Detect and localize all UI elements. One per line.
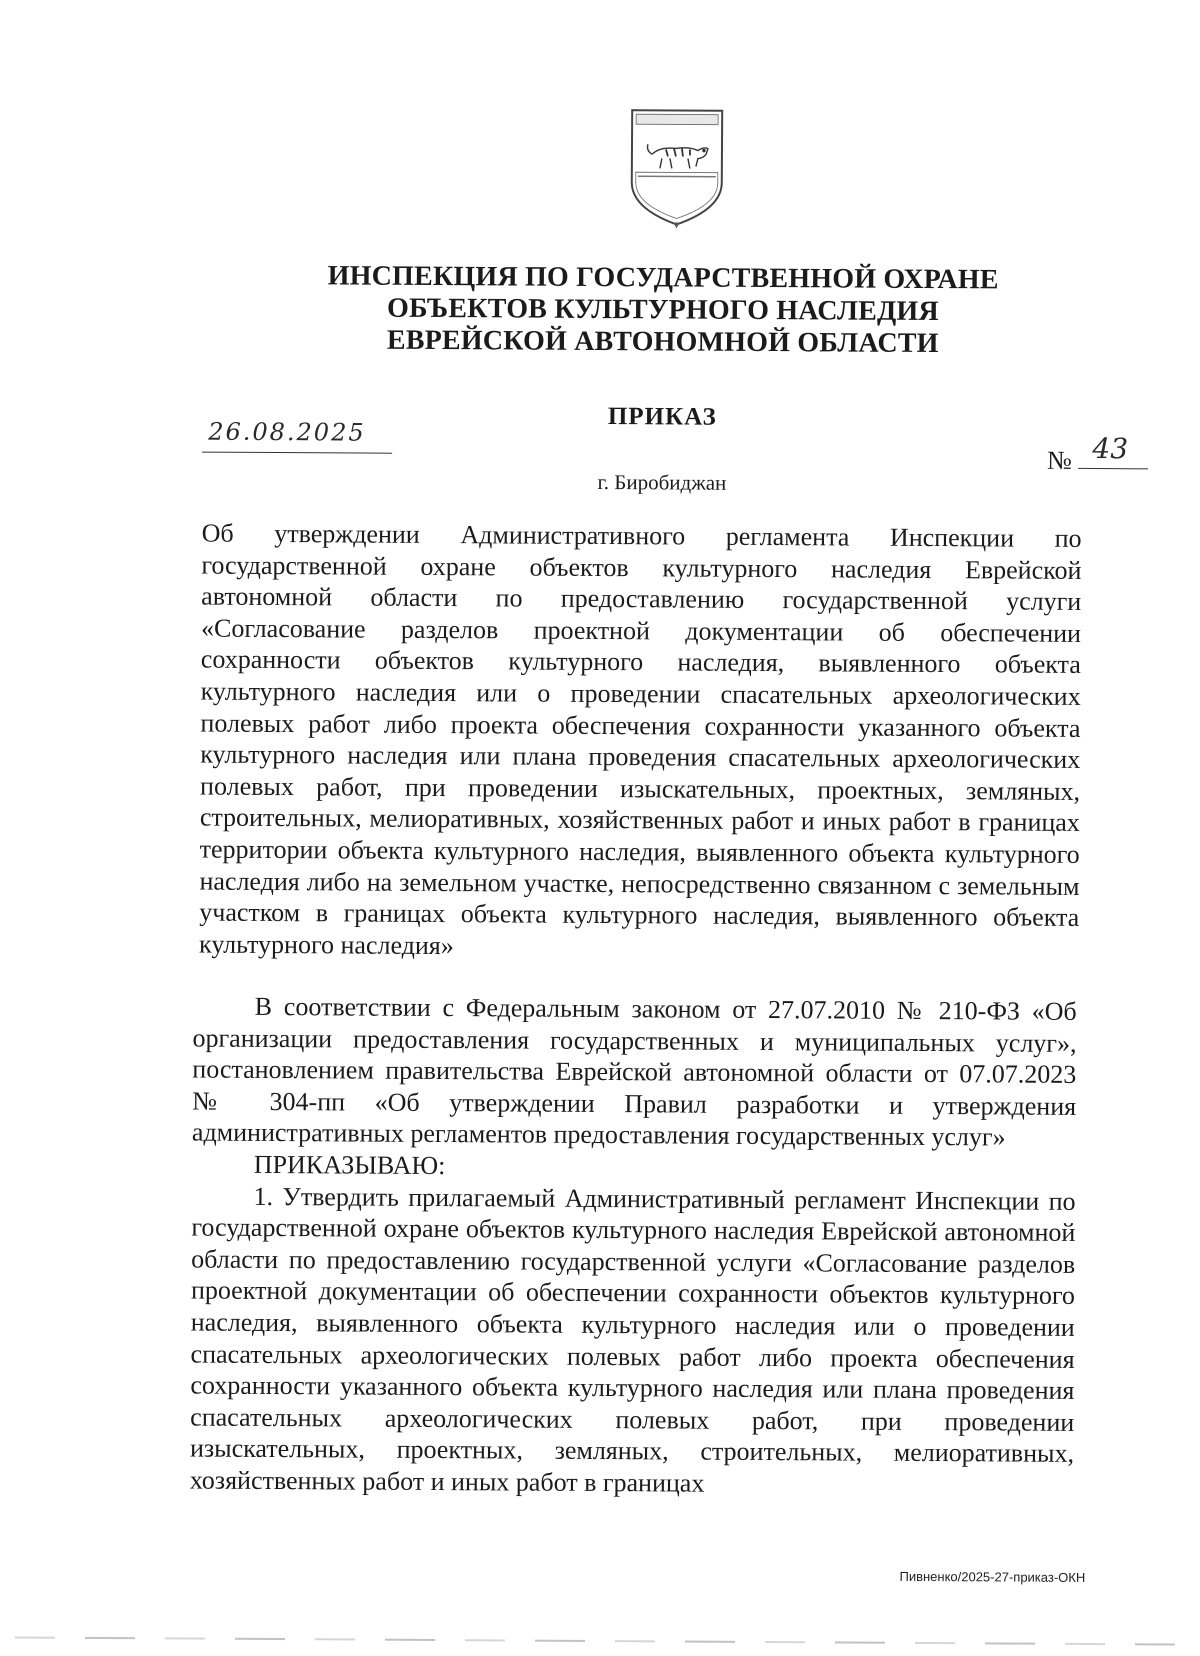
org-line-3: ЕВРЕЙСКОЙ АВТОНОМНОЙ ОБЛАСТИ: [386, 324, 939, 360]
number-label: №: [1046, 445, 1072, 475]
document-type: ПРИКАЗ: [607, 403, 717, 431]
title-line: государственной охране объектов культурного наследия Еврейской: [201, 550, 1082, 585]
title-line: автономной области по предоставлению государственной услуги: [201, 581, 1082, 617]
org-line-2: ОБЪЕКТОВ КУЛЬТУРНОГО НАСЛЕДИЯ: [387, 292, 939, 328]
document-number: [1046, 432, 1149, 477]
handwritten-date: 26.08.2025: [208, 417, 366, 447]
org-line-1: ИНСПЕКЦИЯ ПО ГОСУДАРСТВЕННОЙ ОХРАНЕ: [327, 260, 999, 296]
handwritten-number: 43: [1092, 432, 1129, 466]
title-line: территории объекта культурного наследия, выявленного объекта культурного: [199, 834, 1080, 869]
organization-name: [303, 260, 1024, 360]
document-body: [190, 991, 1077, 1502]
document-title: [199, 518, 1082, 966]
title-line: полевых работ, при проведении изыскательных, проектных, земляных,: [199, 771, 1081, 806]
coat-of-arms-tiger-icon: [627, 104, 726, 229]
title-line: полевых работ либо проекта обеспечения сохранности указанного объекта: [200, 708, 1081, 743]
order-word: ПРИКАЗЫВАЮ:: [253, 1149, 446, 1181]
order-item-1: 1. Утвердить прилагаемый Административный регламент Инспекции по государственной охране объектов культурного наследия Еврейской автономной области по предоставлению государственной услуги «Согласование разделов проектной документации об обеспечении сохранности объектов культурного наследия, выявленного объекта культурного наследия или о проведении спасательных археологических полевых работ либо проекта обеспечения сохранности указанного объекта культурного наследия или плана проведения спасательных археологических полевых работ, при проведении изыскательных, проектных, земляных, строительных, мелиоративных, хозяйственных работ и иных работ в границах: [189, 1181, 1076, 1498]
title-line: участком в границах объекта культурного наследия, выявленного объекта: [199, 897, 1080, 933]
title-line: культурного наследия или о проведении спасательных археологических: [200, 676, 1081, 711]
title-line: Об утверждении Административного регламента Инспекции по: [201, 518, 1082, 553]
date-field: [202, 417, 392, 454]
number-field: [1078, 432, 1148, 469]
preamble-paragraph: В соответствии с Федеральным законом от 27.07.2010 № 210-ФЗ «Об организации предоставления государственных и муниципальных услуг», постановлением правительства Еврейской автономной области от 07.07.2023 № 304-пп «Об утверждении Правил разработки и утверждения административных регламентов предоставления государственных услуг»: [191, 991, 1077, 1152]
footer-reference: Пивненко/2025-27-приказ-ОКН: [899, 1568, 1086, 1585]
scan-edge-artifact: [15, 1636, 1175, 1645]
title-line: культурного наследия или плана проведения спасательных археологических: [200, 739, 1081, 775]
title-line: «Согласование разделов проектной документации об обеспечении: [200, 613, 1082, 648]
title-line: наследия либо на земельном участке, непосредственно связанном с земельным: [199, 866, 1080, 901]
city: г. Биробиджан: [597, 469, 727, 495]
title-line: сохранности объектов культурного наследия, выявленного объекта: [200, 644, 1081, 680]
title-line: строительных, мелиоративных, хозяйственных работ и иных работ в границах: [199, 802, 1080, 838]
title-line: культурного наследия»: [199, 929, 454, 960]
